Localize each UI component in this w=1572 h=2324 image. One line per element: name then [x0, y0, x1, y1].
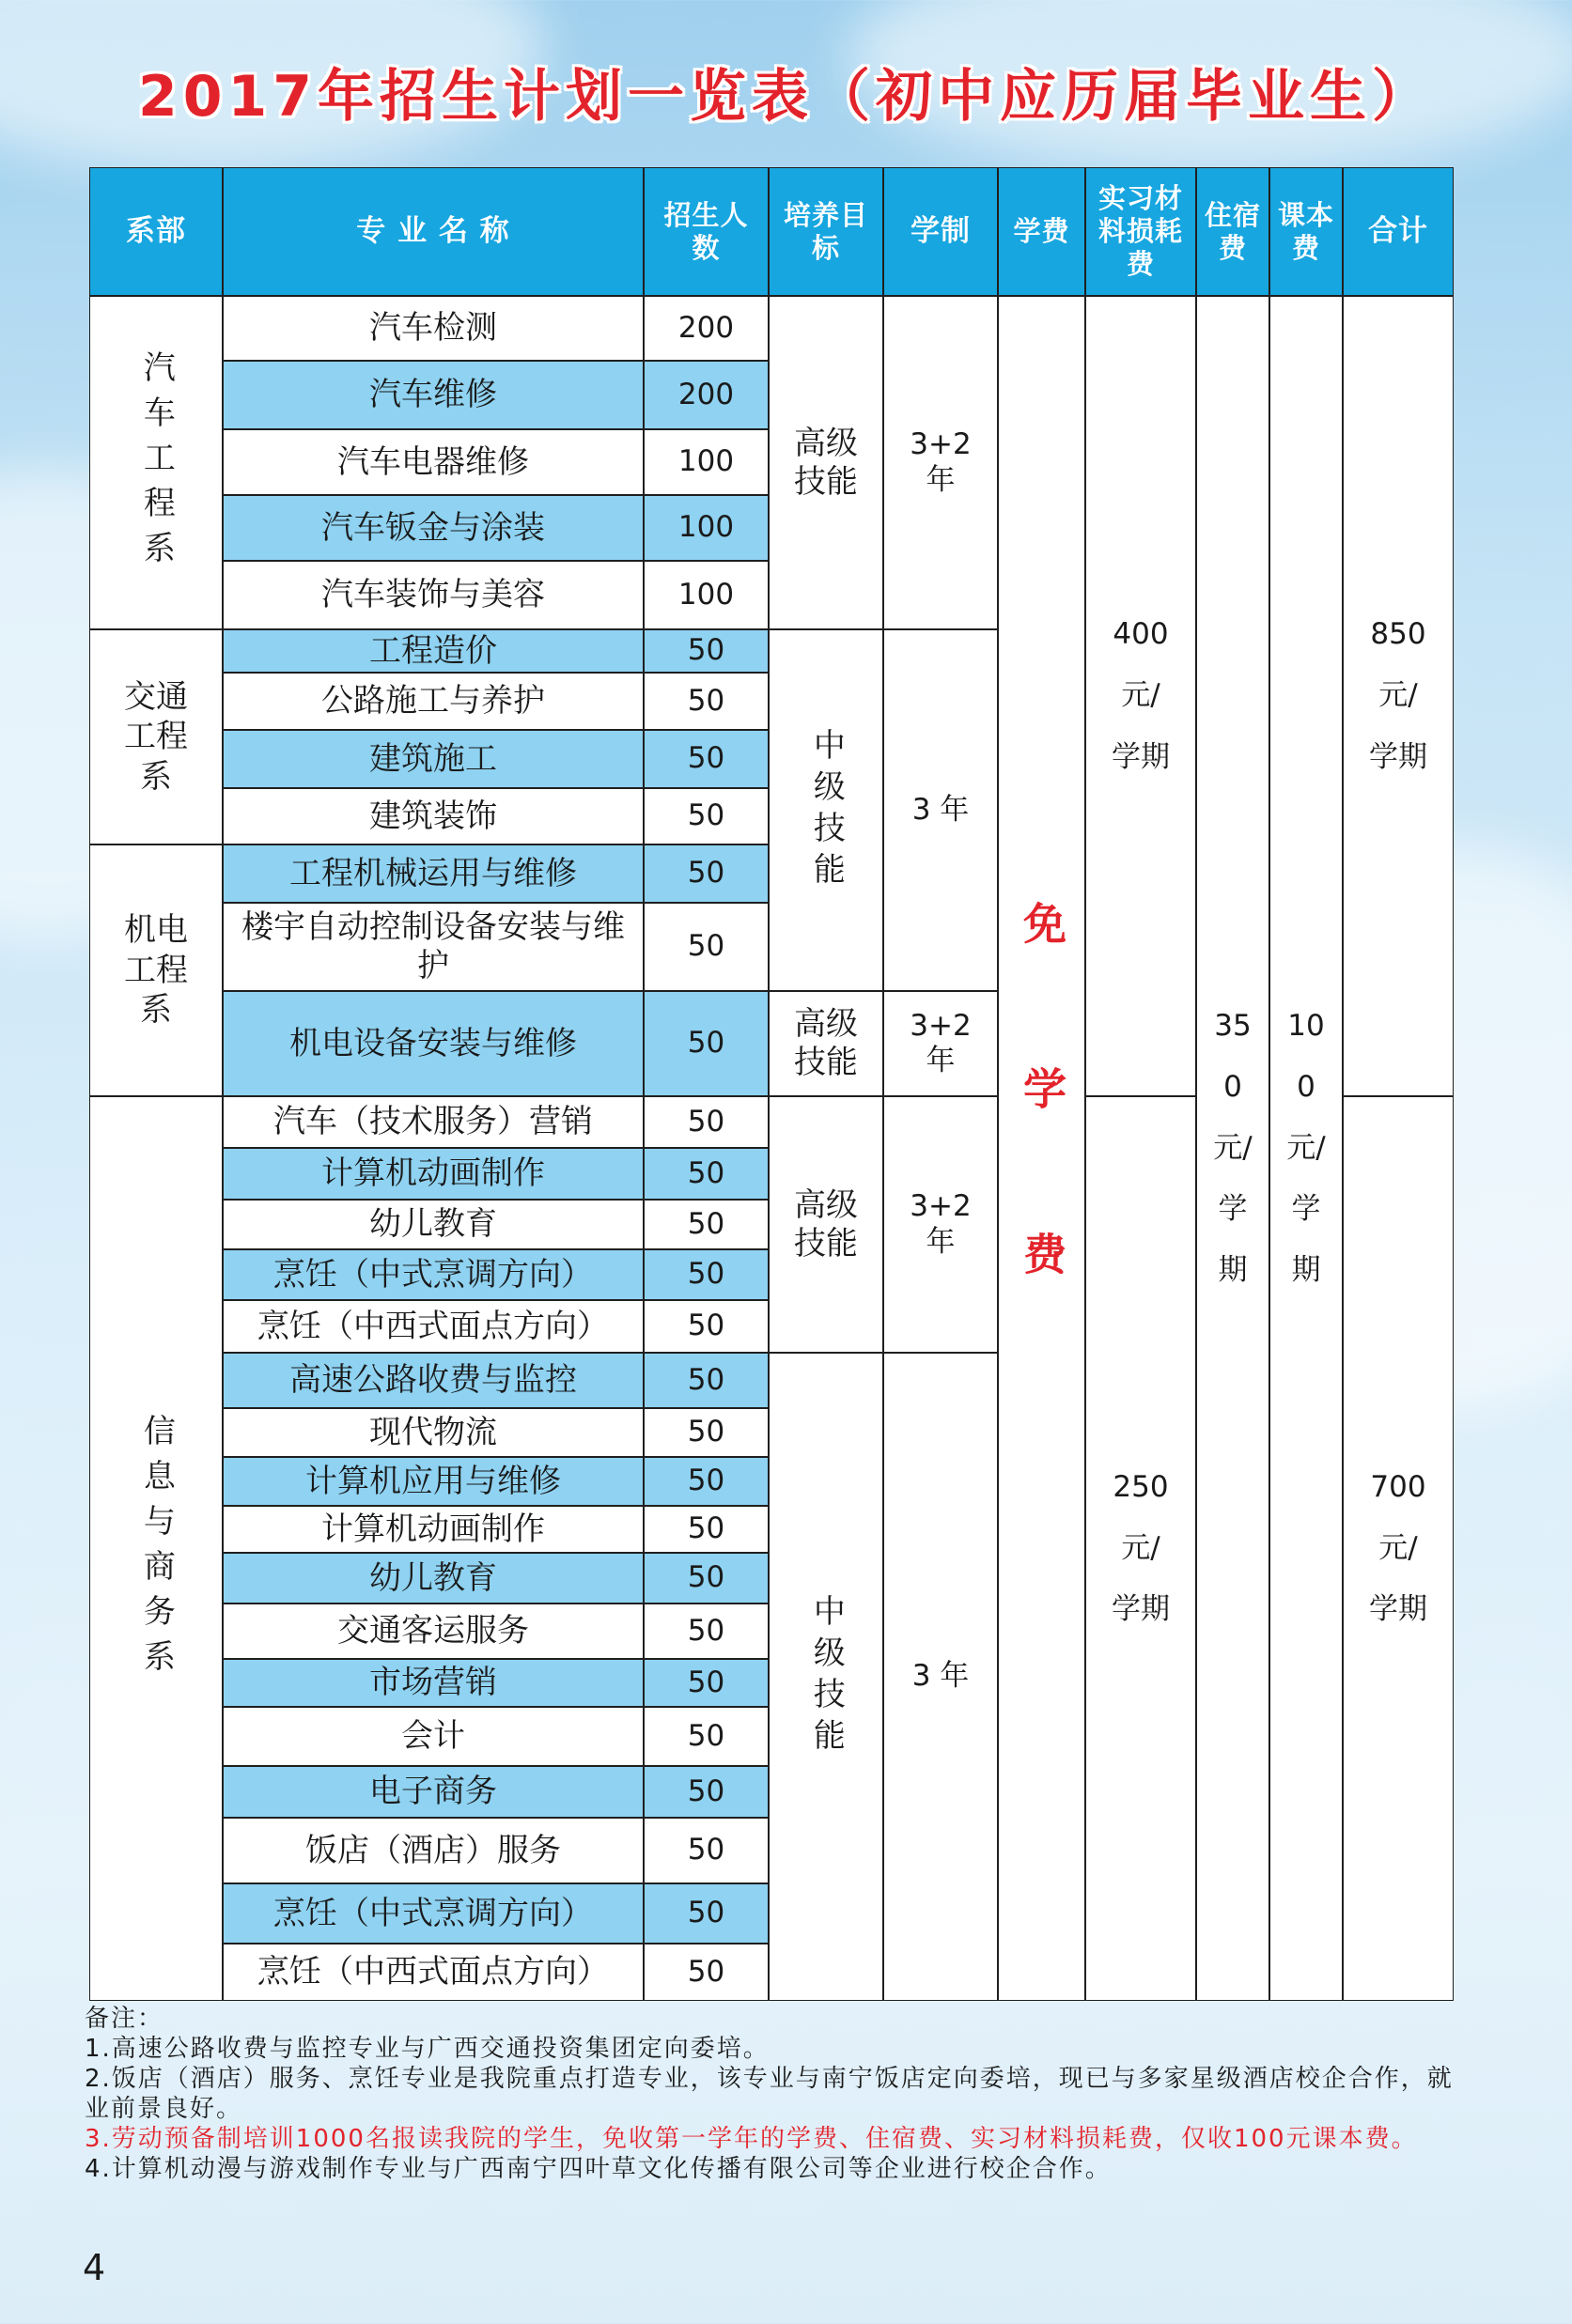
major-cell: 现代物流 [223, 1408, 644, 1457]
header-major: 专 业 名 称 [223, 167, 644, 296]
enroll-count-cell: 50 [644, 1604, 769, 1659]
enroll-count-cell: 50 [644, 1200, 769, 1249]
training-goal-cell: 中级技能 [769, 629, 883, 991]
note-item-4: 4.计算机动漫与游戏制作专业与广西南宁四叶草文化传播有限公司等企业进行校企合作。 [85, 2155, 1112, 2183]
header-total: 合计 [1343, 167, 1454, 296]
enroll-count-cell: 50 [644, 903, 769, 991]
study-years-cell: 3 年 [883, 629, 998, 991]
enroll-count-cell: 50 [644, 1553, 769, 1604]
enroll-count-cell: 100 [644, 429, 769, 495]
tuition-free-cell: 免学费 [998, 296, 1085, 2001]
major-cell: 交通客运服务 [223, 1604, 644, 1659]
enroll-count-cell: 50 [644, 1818, 769, 1883]
major-cell: 电子商务 [223, 1766, 644, 1818]
enroll-count-cell: 50 [644, 1353, 769, 1408]
department-cell: 交通工程系 [89, 629, 223, 844]
enroll-count-cell: 100 [644, 561, 769, 629]
department-cell: 机电工程系 [89, 844, 223, 1096]
major-cell: 烹饪（中西式面点方向） [223, 1944, 644, 2001]
note-item-1: 1.高速公路收费与监控专业与广西交通投资集团定向委培。 [85, 2035, 770, 2063]
training-goal-cell: 高级技能 [769, 991, 883, 1096]
enroll-count-cell: 50 [644, 1707, 769, 1766]
material-fee-cell: 250元/学期 [1085, 1096, 1196, 2001]
major-cell: 烹饪（中西式面点方向） [223, 1300, 644, 1353]
note-item-3: 3.劳动预备制培训1000名报读我院的学生，免收第一学年的学费、住宿费、实习材料损耗费，仅收100元课本费。 [85, 2125, 1418, 2153]
major-cell: 市场营销 [223, 1659, 644, 1707]
major-cell: 高速公路收费与监控 [223, 1353, 644, 1408]
study-years-cell: 3+2年 [883, 991, 998, 1096]
major-cell: 汽车电器维修 [223, 429, 644, 495]
enroll-count-cell: 50 [644, 1506, 769, 1553]
major-cell: 机电设备安装与维修 [223, 991, 644, 1096]
page-title: 2017年招生计划一览表（初中应历届毕业生） [138, 64, 1434, 130]
major-cell: 汽车检测 [223, 296, 644, 361]
enroll-count-cell: 50 [644, 730, 769, 788]
enroll-count-cell: 50 [644, 991, 769, 1096]
major-cell: 汽车（技术服务）营销 [223, 1096, 644, 1148]
major-cell: 建筑施工 [223, 730, 644, 788]
major-cell: 公路施工与养护 [223, 673, 644, 730]
header-dept: 系部 [89, 167, 223, 296]
total-fee-cell: 700元/学期 [1343, 1096, 1454, 2001]
header-enroll: 招生人数 [644, 167, 769, 296]
header-books: 课本费 [1269, 167, 1343, 296]
enroll-count-cell: 50 [644, 1300, 769, 1353]
major-cell: 工程造价 [223, 629, 644, 673]
major-cell: 工程机械运用与维修 [223, 844, 644, 903]
major-cell: 计算机动画制作 [223, 1148, 644, 1200]
enroll-count-cell: 50 [644, 788, 769, 844]
note-item-2: 2.饭店（酒店）服务、烹饪专业是我院重点打造专业，该专业与南宁饭店定向委培，现已与多家星级酒店校企合作，就业前景良好。 [85, 2065, 1454, 2123]
enroll-count-cell: 50 [644, 1883, 769, 1944]
study-years-cell: 3+2年 [883, 1096, 998, 1353]
major-cell: 汽车维修 [223, 361, 644, 429]
major-cell: 烹饪（中式烹调方向） [223, 1249, 644, 1300]
department-cell: 汽车工程系 [89, 296, 223, 629]
major-cell: 计算机动画制作 [223, 1506, 644, 1553]
notes-heading: 备注： [85, 2005, 164, 2033]
major-cell: 计算机应用与维修 [223, 1457, 644, 1506]
notes-section [85, 2004, 1475, 2184]
enroll-count-cell: 50 [644, 1249, 769, 1300]
enroll-count-cell: 100 [644, 495, 769, 561]
training-goal-cell: 高级技能 [769, 296, 883, 629]
study-years-cell: 3 年 [883, 1353, 998, 2001]
enroll-count-cell: 50 [644, 1659, 769, 1707]
header-material: 实习材料损耗费 [1085, 167, 1196, 296]
enroll-count-cell: 50 [644, 1766, 769, 1818]
major-cell: 幼儿教育 [223, 1553, 644, 1604]
enrollment-table [89, 167, 1454, 2001]
enroll-count-cell: 50 [644, 673, 769, 730]
enroll-count-cell: 200 [644, 361, 769, 429]
enroll-count-cell: 50 [644, 1408, 769, 1457]
total-fee-cell: 850元/学期 [1343, 296, 1454, 1096]
major-cell: 汽车装饰与美容 [223, 561, 644, 629]
study-years-cell: 3+2年 [883, 296, 998, 629]
header-dorm: 住宿费 [1196, 167, 1269, 296]
major-cell: 烹饪（中式烹调方向） [223, 1883, 644, 1944]
training-goal-cell: 高级技能 [769, 1096, 883, 1353]
enroll-count-cell: 50 [644, 844, 769, 903]
header-goal: 培养目标 [769, 167, 883, 296]
major-cell: 幼儿教育 [223, 1200, 644, 1249]
enroll-count-cell: 50 [644, 1457, 769, 1506]
material-fee-cell: 400元/学期 [1085, 296, 1196, 1096]
dorm-fee-cell: 350元/学期 [1196, 296, 1269, 2001]
enroll-count-cell: 200 [644, 296, 769, 361]
enroll-count-cell: 50 [644, 629, 769, 673]
major-cell: 汽车钣金与涂装 [223, 495, 644, 561]
major-cell: 饭店（酒店）服务 [223, 1818, 644, 1883]
page-number: 4 [83, 2247, 106, 2288]
header-years: 学制 [883, 167, 998, 296]
book-fee-cell: 100元/学期 [1269, 296, 1343, 2001]
training-goal-cell: 中级技能 [769, 1353, 883, 2001]
header-tuition: 学费 [998, 167, 1085, 296]
enroll-count-cell: 50 [644, 1944, 769, 2001]
enroll-count-cell: 50 [644, 1096, 769, 1148]
major-cell: 楼宇自动控制设备安装与维护 [223, 903, 644, 991]
department-cell: 信息与商务系 [89, 1096, 223, 2001]
major-cell: 建筑装饰 [223, 788, 644, 844]
major-cell: 会计 [223, 1707, 644, 1766]
enroll-count-cell: 50 [644, 1148, 769, 1200]
